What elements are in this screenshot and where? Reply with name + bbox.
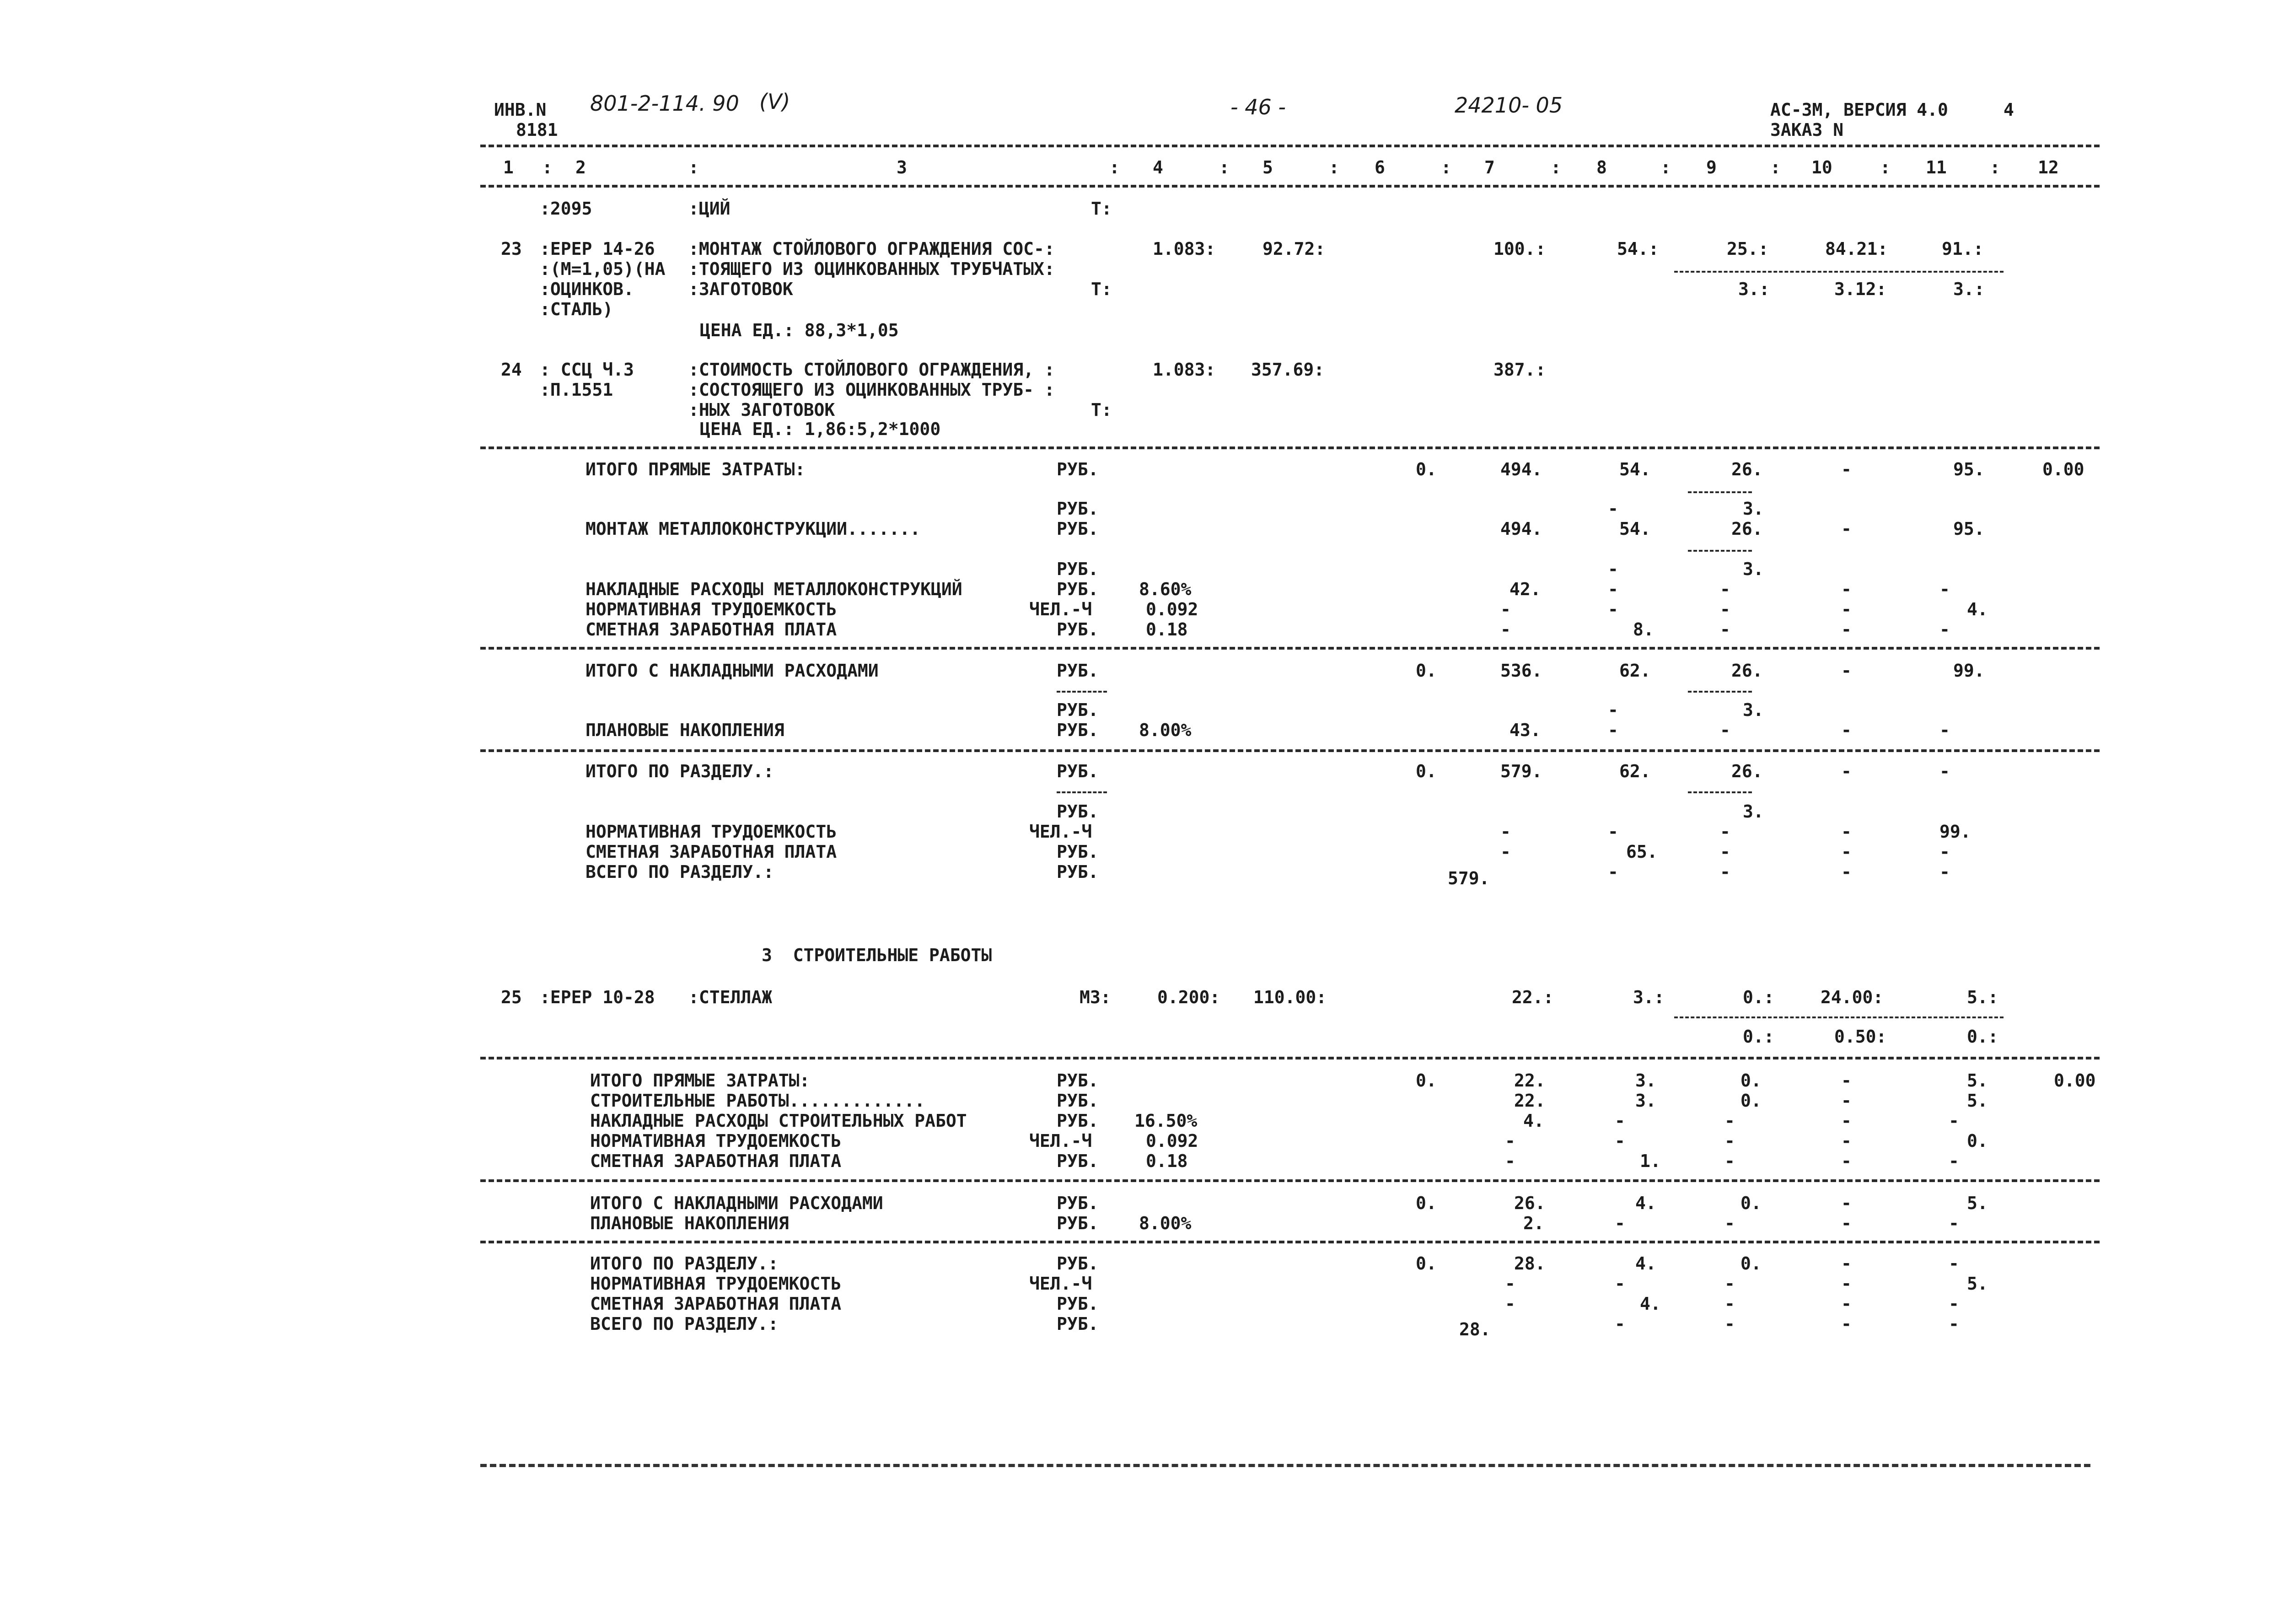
header-rule-bottom [480, 185, 2100, 188]
summary-col7: 43. [1509, 720, 1541, 740]
summary-dash: - [1505, 1131, 1515, 1151]
summary-dash: - [1939, 862, 1950, 882]
summary-dash: - [1841, 459, 1852, 479]
column-10-header: 10 [1811, 157, 1832, 177]
row-25-divider [1674, 1016, 2004, 1018]
summary-col11: 4. [1967, 599, 1988, 619]
summary-col8: 4. [1635, 1193, 1656, 1213]
document-volume: (Ⅴ) [759, 89, 790, 114]
summary-dash: - [1500, 619, 1511, 640]
summary-dash: - [1939, 579, 1950, 599]
summary-col6: 0. [1416, 1193, 1437, 1213]
order-label: ЗАКАЗ N [1770, 120, 1844, 140]
summary-underline [1057, 791, 1107, 793]
row-23-col11: 91.: [1942, 239, 1984, 259]
summary-col9: 0. [1740, 1091, 1762, 1111]
summary-col8: 62. [1619, 761, 1651, 781]
summary-col7: 536. [1500, 661, 1542, 681]
column-7-header: 7 [1484, 157, 1495, 177]
summary-col8: 54. [1619, 519, 1651, 539]
summary-direct-costs-label: ИТОГО ПРЯМЫЕ ЗАТРАТЫ: [586, 459, 806, 479]
column-12-header: 12 [2038, 157, 2059, 177]
summary-overhead-label: НАКЛАДНЫЕ РАСХОДЫ МЕТАЛЛОКОНСТРУКЦИЙ [586, 579, 962, 599]
summary-unit: РУБ. [1057, 842, 1099, 862]
summary-dash: - [1720, 619, 1730, 640]
summary-unit: ЧЕЛ.-Ч [1029, 822, 1092, 842]
row-23-col8: 54.: [1617, 239, 1659, 259]
summary-col12: 0.00 [2042, 459, 2084, 479]
row-code: :2095 [540, 199, 592, 219]
summary-labor-label: НОРМАТИВНАЯ ТРУДОЕМКОСТЬ [586, 599, 837, 619]
summary-dash: - [1949, 1294, 1959, 1314]
summary-col8: 54. [1619, 459, 1651, 479]
summary-col7: 22. [1514, 1070, 1546, 1091]
summary-dash: - [1841, 579, 1852, 599]
column-separator: : [542, 157, 553, 177]
summary-col9: 26. [1731, 661, 1763, 681]
column-5-header: 5 [1262, 157, 1273, 177]
column-4-header: 4 [1153, 157, 1163, 177]
summary-dash: - [1724, 1111, 1735, 1131]
summary-col11: 5. [1967, 1070, 1988, 1091]
section-rule [480, 1057, 2100, 1059]
row-24-description: :НЫХ ЗАГОТОВОК [688, 400, 835, 420]
summary-unit: РУБ. [1057, 1213, 1099, 1233]
row-23-code: :(М=1,05)(НА [540, 259, 666, 279]
row-25-col5: 110.00: [1253, 987, 1327, 1007]
program-number: 4 [2004, 100, 2014, 120]
summary-dash: - [1720, 862, 1730, 882]
summary-unit: РУБ. [1057, 661, 1099, 681]
row-23-col11-second: 3.: [1953, 279, 1985, 299]
summary-dash: - [1724, 1131, 1735, 1151]
summary-col9: 26. [1731, 519, 1763, 539]
summary-rate: 0.092 [1146, 1131, 1198, 1151]
summary-dash: - [1939, 720, 1950, 740]
summary-col8: 4. [1640, 1294, 1661, 1314]
summary-unit: РУБ. [1057, 1111, 1099, 1131]
row-25-col4: 0.200: [1157, 987, 1220, 1007]
row-25-description: :СТЕЛЛАЖ [688, 987, 773, 1007]
summary-dash: - [1720, 842, 1730, 862]
row-25-col9: 0.: [1743, 987, 1774, 1007]
summary-dash: - [1720, 599, 1730, 619]
row-23-number: 23 [501, 239, 522, 259]
summary-with-overhead-label: ИТОГО С НАКЛАДНЫМИ РАСХОДАМИ [586, 661, 879, 681]
summary-dash: - [1841, 599, 1852, 619]
column-separator: : [688, 157, 699, 177]
summary-planned-savings-label: ПЛАНОВЫЕ НАКОПЛЕНИЯ [590, 1213, 789, 1233]
row-23-col10-second: 3.12: [1834, 279, 1887, 299]
summary-dash: - [1841, 862, 1852, 882]
row-description: :ЦИЙ [688, 199, 731, 219]
summary-labor-label: НОРМАТИВНАЯ ТРУДОЕМКОСТЬ [590, 1131, 842, 1151]
summary-col8: 8. [1633, 619, 1654, 640]
summary-dash: - [1608, 700, 1618, 720]
column-2-header: 2 [575, 157, 586, 177]
summary-col9: 26. [1731, 459, 1763, 479]
summary-dash: - [1615, 1131, 1625, 1151]
column-separator: : [1219, 157, 1230, 177]
summary-rate: 0.092 [1146, 599, 1198, 619]
summary-dash: - [1841, 1070, 1852, 1091]
row-24-col5: 357.69: [1251, 360, 1325, 380]
summary-dash: - [1841, 1213, 1852, 1233]
summary-col12: 0.00 [2054, 1070, 2096, 1091]
summary-unit: РУБ. [1057, 559, 1099, 579]
row-23-col10: 84.21: [1825, 239, 1888, 259]
summary-section-total-label: ИТОГО ПО РАЗДЕЛУ.: [586, 761, 774, 781]
summary-col7: 22. [1514, 1091, 1546, 1111]
summary-unit: РУБ. [1057, 579, 1099, 599]
summary-labor-label: НОРМАТИВНАЯ ТРУДОЕМКОСТЬ [590, 1274, 842, 1294]
section-3-title: 3 СТРОИТЕЛЬНЫЕ РАБОТЫ [762, 945, 992, 965]
summary-dash: - [1949, 1151, 1959, 1171]
row-23-col7: 100.: [1493, 239, 1546, 259]
column-8-header: 8 [1596, 157, 1607, 177]
row-23-col4: 1.083: [1153, 239, 1216, 259]
summary-col9-second: 3. [1743, 499, 1764, 519]
summary-dash: - [1608, 499, 1618, 519]
inv-number: 8181 [516, 120, 558, 140]
summary-dash: - [1500, 842, 1511, 862]
summary-col11: 99. [1953, 661, 1985, 681]
summary-col9: 26. [1731, 761, 1763, 781]
summary-unit: РУБ. [1057, 619, 1099, 640]
summary-dash: - [1841, 1314, 1852, 1334]
summary-dash: - [1841, 1091, 1852, 1111]
summary-underline [1688, 491, 1752, 493]
column-separator: : [1329, 157, 1339, 177]
summary-dash: - [1724, 1314, 1735, 1334]
summary-dash: - [1608, 720, 1618, 740]
row-24-number: 24 [501, 360, 522, 380]
row-24-description: :СТОИМОСТЬ СТОЙЛОВОГО ОГРАЖДЕНИЯ, : [688, 360, 1055, 380]
summary-wage-label: СМЕТНАЯ ЗАРАБОТНАЯ ПЛАТА [590, 1151, 842, 1171]
summary-labor-label: НОРМАТИВНАЯ ТРУДОЕМКОСТЬ [586, 822, 837, 842]
column-separator: : [1880, 157, 1891, 177]
column-11-header: 11 [1926, 157, 1947, 177]
summary-dash: - [1939, 842, 1950, 862]
summary-dash: - [1841, 1111, 1852, 1131]
summary-col8: 62. [1619, 661, 1651, 681]
row-23-code: :ОЦИНКОВ. [540, 279, 634, 299]
summary-rate: 16.50% [1134, 1111, 1198, 1131]
column-separator: : [1551, 157, 1561, 177]
summary-dash: - [1841, 1151, 1852, 1171]
summary-dash: - [1608, 822, 1618, 842]
summary-col6: 0. [1416, 661, 1437, 681]
summary-col11: 95. [1953, 459, 1985, 479]
summary-col9-second: 3. [1743, 801, 1764, 822]
summary-grand-total-label: ВСЕГО ПО РАЗДЕЛУ.: [586, 862, 774, 882]
summary-dash: - [1841, 720, 1852, 740]
column-6-header: 6 [1375, 157, 1385, 177]
summary-underline [1688, 691, 1752, 693]
summary-unit: РУБ. [1057, 459, 1099, 479]
summary-dash: - [1720, 720, 1730, 740]
summary-dash: - [1841, 619, 1852, 640]
summary-dash: - [1500, 599, 1511, 619]
row-24-unit: Т: [1091, 400, 1112, 420]
summary-dash: - [1939, 761, 1950, 781]
summary-col6: 0. [1416, 1070, 1437, 1091]
summary-dash: - [1724, 1213, 1735, 1233]
summary-col8: 1. [1640, 1151, 1661, 1171]
summary-dash: - [1841, 1253, 1852, 1274]
summary-dash: - [1720, 579, 1730, 599]
summary-grand-total-label: ВСЕГО ПО РАЗДЕЛУ.: [590, 1314, 779, 1334]
row-23-description: :МОНТАЖ СТОЙЛОВОГО ОГРАЖДЕНИЯ СОС-: [688, 239, 1055, 259]
row-25-col11: 5.: [1967, 987, 1998, 1007]
row-24-col4: 1.083: [1153, 360, 1216, 380]
summary-dash: - [1608, 862, 1618, 882]
summary-unit: РУБ. [1057, 1314, 1099, 1334]
summary-dash: - [1841, 661, 1852, 681]
header-rule-top [480, 145, 2100, 147]
row-25-col9-second: 0.: [1743, 1027, 1774, 1047]
summary-col7: 579. [1500, 761, 1542, 781]
summary-dash: - [1615, 1274, 1625, 1294]
column-separator: : [1109, 157, 1120, 177]
summary-unit: РУБ. [1057, 700, 1099, 720]
column-9-header: 9 [1706, 157, 1717, 177]
summary-dash: - [1724, 1294, 1735, 1314]
summary-direct-costs-label: ИТОГО ПРЯМЫЕ ЗАТРАТЫ: [590, 1070, 810, 1091]
summary-dash: - [1841, 1193, 1852, 1213]
page-number: - 46 - [1230, 95, 1286, 119]
summary-col7: 42. [1509, 579, 1541, 599]
summary-unit: ЧЕЛ.-Ч [1029, 1131, 1092, 1151]
row-23-description: :ЗАГОТОВОК [688, 279, 793, 299]
summary-rule [480, 1179, 2100, 1182]
summary-dash: - [1608, 579, 1618, 599]
summary-col11: 99. [1939, 822, 1971, 842]
summary-col6: 0. [1416, 459, 1437, 479]
row-23-col9-second: 3.: [1738, 279, 1770, 299]
summary-unit: РУБ. [1057, 1193, 1099, 1213]
row-23-col9: 25.: [1727, 239, 1769, 259]
row-24-code: : ССЦ Ч.3 [540, 360, 634, 380]
summary-unit: РУБ. [1057, 761, 1099, 781]
summary-unit: РУБ. [1057, 1091, 1099, 1111]
summary-dash: - [1841, 1294, 1852, 1314]
summary-dash: - [1720, 822, 1730, 842]
summary-overhead-label: НАКЛАДНЫЕ РАСХОДЫ СТРОИТЕЛЬНЫХ РАБОТ [590, 1111, 967, 1131]
row-unit: Т: [1091, 199, 1112, 219]
summary-col7: 26. [1514, 1193, 1546, 1213]
summary-col11: 5. [1967, 1274, 1988, 1294]
summary-col6: 0. [1416, 1253, 1437, 1274]
summary-rule [480, 749, 2100, 752]
row-24-description: :СОСТОЯЩЕГО ИЗ ОЦИНКОВАННЫХ ТРУБ- : [688, 380, 1055, 400]
summary-dash: - [1841, 842, 1852, 862]
summary-section-total-label: ИТОГО ПО РАЗДЕЛУ.: [590, 1253, 779, 1274]
summary-col9-second: 3. [1743, 700, 1764, 720]
summary-total-value: 28. [1459, 1319, 1491, 1339]
summary-unit: ЧЕЛ.-Ч [1029, 1274, 1092, 1294]
summary-rate: 8.60% [1139, 579, 1192, 599]
row-23-unit-price: ЦЕНА ЕД.: 88,3*1,05 [700, 320, 899, 340]
row-25-unit: М3: [1080, 987, 1111, 1007]
summary-col6: 0. [1416, 761, 1437, 781]
summary-col8: 3. [1635, 1091, 1656, 1111]
summary-unit: РУБ. [1057, 1253, 1099, 1274]
column-1-header: 1 [503, 157, 514, 177]
summary-col11: 5. [1967, 1193, 1988, 1213]
summary-dash: - [1615, 1111, 1625, 1131]
summary-col7: 494. [1500, 459, 1542, 479]
summary-mounting-label: МОНТАЖ МЕТАЛЛОКОНСТРУКЦИИ....... [586, 519, 921, 539]
summary-dash: - [1949, 1314, 1959, 1334]
summary-dash: - [1505, 1151, 1515, 1171]
handwritten-code: 24210- 05 [1455, 93, 1563, 118]
row-24-col7: 387.: [1493, 360, 1546, 380]
column-separator: : [1441, 157, 1451, 177]
summary-wage-label: СМЕТНАЯ ЗАРАБОТНАЯ ПЛАТА [590, 1294, 842, 1314]
summary-rate: 0.18 [1146, 619, 1188, 640]
row-23-code: :ЕРЕР 14-26 [540, 239, 655, 259]
summary-dash: - [1949, 1253, 1959, 1274]
column-separator: : [1660, 157, 1671, 177]
summary-dash: - [1505, 1294, 1515, 1314]
row-25-col10: 24.00: [1821, 987, 1884, 1007]
summary-col8: 65. [1626, 842, 1658, 862]
summary-dash: - [1949, 1111, 1959, 1131]
summary-dash: - [1949, 1213, 1959, 1233]
row-25-col11-second: 0.: [1967, 1027, 1998, 1047]
summary-unit: РУБ. [1057, 720, 1099, 740]
summary-col8: 3. [1635, 1070, 1656, 1091]
summary-dash: - [1724, 1151, 1735, 1171]
document-reference: 801-2-114. 90 [590, 91, 739, 116]
summary-rate: 8.00% [1139, 1213, 1192, 1233]
summary-unit: РУБ. [1057, 862, 1099, 882]
summary-unit: РУБ. [1057, 499, 1099, 519]
inv-label: ИНВ.N [494, 100, 547, 120]
summary-col7: 494. [1500, 519, 1542, 539]
row-24-unit-price: ЦЕНА ЕД.: 1,86:5,2*1000 [700, 419, 941, 439]
summary-unit: РУБ. [1057, 1294, 1099, 1314]
page-end-rule [480, 1464, 2090, 1467]
summary-wage-label: СМЕТНАЯ ЗАРАБОТНАЯ ПЛАТА [586, 619, 837, 640]
row-23-description: :ТОЯЩЕГО ИЗ ОЦИНКОВАННЫХ ТРУБЧАТЫХ: [688, 259, 1055, 279]
summary-dash: - [1939, 619, 1950, 640]
summary-dash: - [1608, 599, 1618, 619]
summary-col7: 4. [1523, 1111, 1544, 1131]
summary-dash: - [1841, 1131, 1852, 1151]
column-3-header: 3 [897, 157, 907, 177]
column-separator: : [1770, 157, 1781, 177]
summary-col9: 0. [1740, 1193, 1762, 1213]
summary-dash: - [1500, 822, 1511, 842]
row-24-code: :П.1551 [540, 380, 613, 400]
column-separator: : [1990, 157, 2000, 177]
summary-rule [480, 1241, 2100, 1243]
summary-dash: - [1841, 761, 1852, 781]
row-23-divider [1674, 271, 2004, 273]
row-25-number: 25 [501, 987, 522, 1007]
summary-rate: 8.00% [1139, 720, 1192, 740]
summary-wage-label: СМЕТНАЯ ЗАРАБОТНАЯ ПЛАТА [586, 842, 837, 862]
program-version: АС-3М, ВЕРСИЯ 4.0 [1770, 100, 1948, 120]
summary-col9: 0. [1740, 1070, 1762, 1091]
summary-construction-label: СТРОИТЕЛЬНЫЕ РАБОТЫ............. [590, 1091, 925, 1111]
row-23-unit: Т: [1091, 279, 1112, 299]
summary-unit: ЧЕЛ.-Ч [1029, 599, 1092, 619]
summary-dash: - [1615, 1213, 1625, 1233]
summary-col8: 4. [1635, 1253, 1656, 1274]
summary-col7: 28. [1514, 1253, 1546, 1274]
summary-col11: 0. [1967, 1131, 1988, 1151]
summary-underline [1688, 550, 1752, 552]
row-25-col8: 3.: [1633, 987, 1665, 1007]
summary-dash: - [1505, 1274, 1515, 1294]
row-23-code: :СТАЛЬ) [540, 299, 613, 319]
summary-col11: 95. [1953, 519, 1985, 539]
summary-col9: 0. [1740, 1253, 1762, 1274]
summary-underline [1057, 691, 1107, 693]
summary-rule [480, 647, 2100, 650]
summary-dash: - [1615, 1314, 1625, 1334]
row-25-col10-second: 0.50: [1834, 1027, 1887, 1047]
summary-with-overhead-label: ИТОГО С НАКЛАДНЫМИ РАСХОДАМИ [590, 1193, 883, 1213]
summary-underline [1688, 791, 1752, 793]
summary-unit: РУБ. [1057, 1151, 1099, 1171]
summary-rate: 0.18 [1146, 1151, 1188, 1171]
summary-planned-savings-label: ПЛАНОВЫЕ НАКОПЛЕНИЯ [586, 720, 784, 740]
row-23-col5: 92.72: [1262, 239, 1326, 259]
summary-unit: РУБ. [1057, 519, 1099, 539]
summary-col7: 2. [1523, 1213, 1544, 1233]
summary-unit: РУБ. [1057, 801, 1099, 822]
summary-dash: - [1841, 519, 1852, 539]
summary-col11: 5. [1967, 1091, 1988, 1111]
summary-dash: - [1841, 822, 1852, 842]
summary-col9-second: 3. [1743, 559, 1764, 579]
row-25-col7: 22.: [1512, 987, 1554, 1007]
summary-total-value: 579. [1448, 868, 1490, 888]
summary-dash: - [1724, 1274, 1735, 1294]
summary-dash: - [1841, 1274, 1852, 1294]
row-25-code: :ЕРЕР 10-28 [540, 987, 655, 1007]
summary-unit: РУБ. [1057, 1070, 1099, 1091]
summary-dash: - [1608, 559, 1618, 579]
section-rule [480, 446, 2100, 449]
